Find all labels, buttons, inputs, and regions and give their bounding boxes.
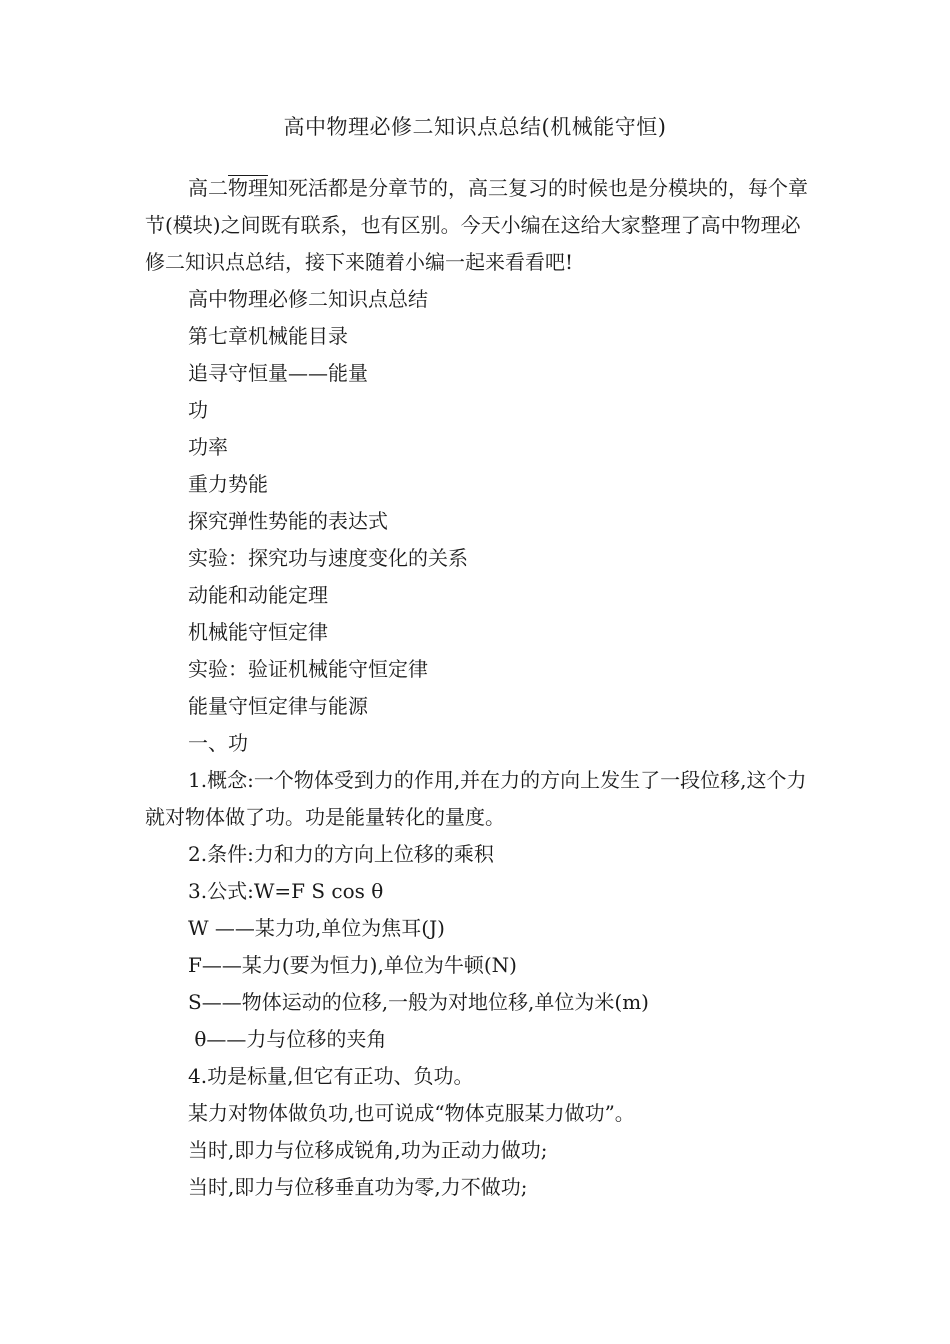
paragraph: 1.概念:一个物体受到力的作用,并在力的方向上发生了一段位移,这个力就对物体做了功。功是能量转化的量度。 bbox=[145, 768, 807, 829]
toc-heading: 第七章机械能目录 bbox=[188, 324, 348, 348]
paragraph: 2.条件:力和力的方向上位移的乘积 bbox=[188, 842, 494, 866]
formula-line: 3.公式:W=F S cos θ bbox=[188, 879, 384, 903]
formula-term: F——某力(要为恒力),单位为牛顿(N) bbox=[188, 953, 517, 977]
paragraph: 4.功是标量,但它有正功、负功。 bbox=[188, 1064, 474, 1088]
paragraph: 高中物理必修二知识点总结 bbox=[188, 287, 428, 311]
toc-item: 实验：验证机械能守恒定律 bbox=[188, 657, 428, 681]
toc-item: 能量守恒定律与能源 bbox=[188, 694, 368, 718]
intro-prefix: 高二 bbox=[188, 176, 228, 200]
toc-item: 机械能守恒定律 bbox=[188, 620, 328, 644]
toc-item: 追寻守恒量——能量 bbox=[188, 361, 368, 385]
paragraph: 当时,即力与位移成锐角,功为正动力做功; bbox=[188, 1138, 548, 1162]
document-body bbox=[145, 170, 810, 1206]
intro-marked-word: 物理 bbox=[228, 176, 268, 200]
intro-paragraph bbox=[145, 170, 810, 281]
section-heading: 一、功 bbox=[188, 731, 248, 755]
intro-rest: 知死活都是分章节的，高三复习的时候也是分模块的，每个章节(模块)之间既有联系，也有区别。今天小编在这给大家整理了高中物理必修二知识点总结，接下来随着小编一起来看看吧! bbox=[145, 176, 808, 274]
toc-item: 动能和动能定理 bbox=[188, 583, 328, 607]
paragraph: 当时,即力与位移垂直功为零,力不做功; bbox=[188, 1175, 528, 1199]
toc-item: 功率 bbox=[188, 435, 228, 459]
formula-term: W ——某力功,单位为焦耳(J) bbox=[188, 916, 445, 940]
document-title: 高中物理必修二知识点总结(机械能守恒) bbox=[283, 115, 667, 139]
formula-term: θ——力与位移的夹角 bbox=[188, 1027, 387, 1051]
toc-item: 重力势能 bbox=[188, 472, 268, 496]
formula-term: S——物体运动的位移,一般为对地位移,单位为米(m) bbox=[188, 990, 649, 1014]
toc-item: 探究弹性势能的表达式 bbox=[188, 509, 388, 533]
toc-item: 功 bbox=[188, 398, 208, 422]
paragraph: 某力对物体做负功,也可说成“物体克服某力做功”。 bbox=[188, 1101, 635, 1125]
toc-item: 实验：探究功与速度变化的关系 bbox=[188, 546, 468, 570]
